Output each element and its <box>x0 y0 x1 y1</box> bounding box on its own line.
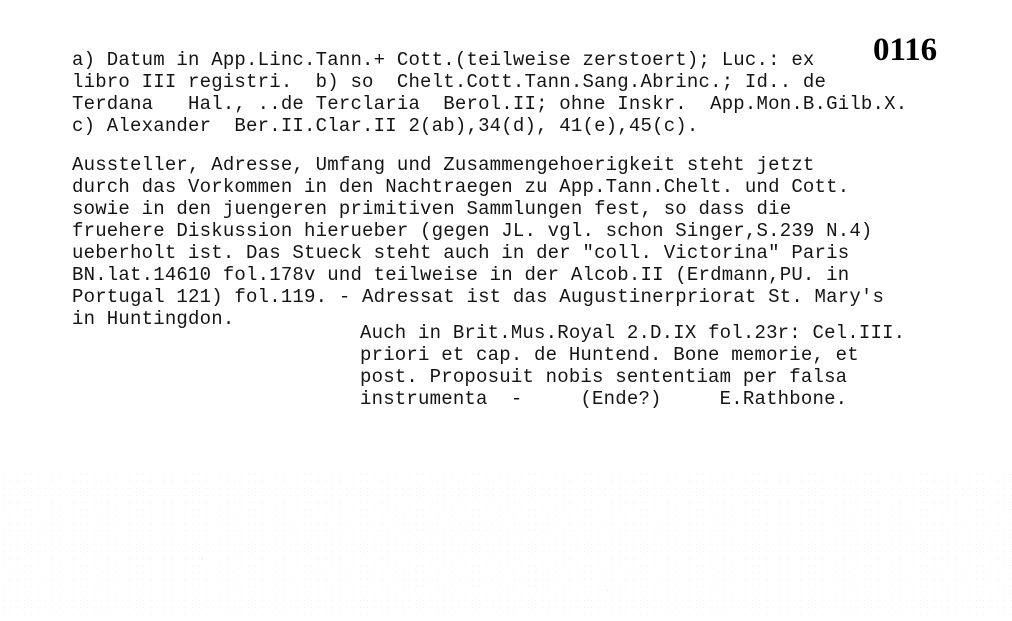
addendum-line: priori et cap. de Huntend. Bone memorie, et <box>360 344 859 366</box>
commentary-line: Portugal 121) fol.119. - Adressat ist das Augustinerpriorat St. Mary's <box>72 286 885 308</box>
notes-line: c) Alexander Ber.II.Clar.II 2(ab),34(d), 41(e),45(c). <box>72 115 699 137</box>
commentary-line: BN.lat.14610 fol.178v und teilweise in der Alcob.II (Erdmann,PU. in <box>72 264 850 286</box>
commentary-line: fruehere Diskussion hierueber (gegen JL. vgl. schon Singer,S.239 N.4) <box>72 220 873 242</box>
addendum-line: post. Proposuit nobis sententiam per falsa <box>360 366 848 388</box>
commentary-line: ueberholt ist. Das Stueck steht auch in der "coll. Victorina" Paris <box>72 242 850 264</box>
addendum-line: Auch in Brit.Mus.Royal 2.D.IX fol.23r: Cel.III. <box>360 322 906 344</box>
paper-grain <box>0 471 1012 621</box>
commentary-line: sowie in den juengeren primitiven Sammlungen fest, so dass die <box>72 198 792 220</box>
notes-line: libro III registri. b) so Chelt.Cott.Tann.Sang.Abrinc.; Id.. de <box>72 71 827 93</box>
commentary-line: Aussteller, Adresse, Umfang und Zusammengehoerigkeit steht jetzt <box>72 154 815 176</box>
card-number: 0116 <box>873 32 938 68</box>
notes-line: a) Datum in App.Linc.Tann.+ Cott.(teilweise zerstoert); Luc.: ex <box>72 49 815 71</box>
notes-line: Terdana Hal., ..de Terclaria Berol.II; ohne Inskr. App.Mon.B.Gilb.X. <box>72 93 908 115</box>
addendum-line: instrumenta - (Ende?) E.Rathbone. <box>360 388 848 410</box>
commentary-line: in Huntingdon. <box>72 308 235 330</box>
commentary-line: durch das Vorkommen in den Nachtraegen zu App.Tann.Chelt. und Cott. <box>72 176 850 198</box>
